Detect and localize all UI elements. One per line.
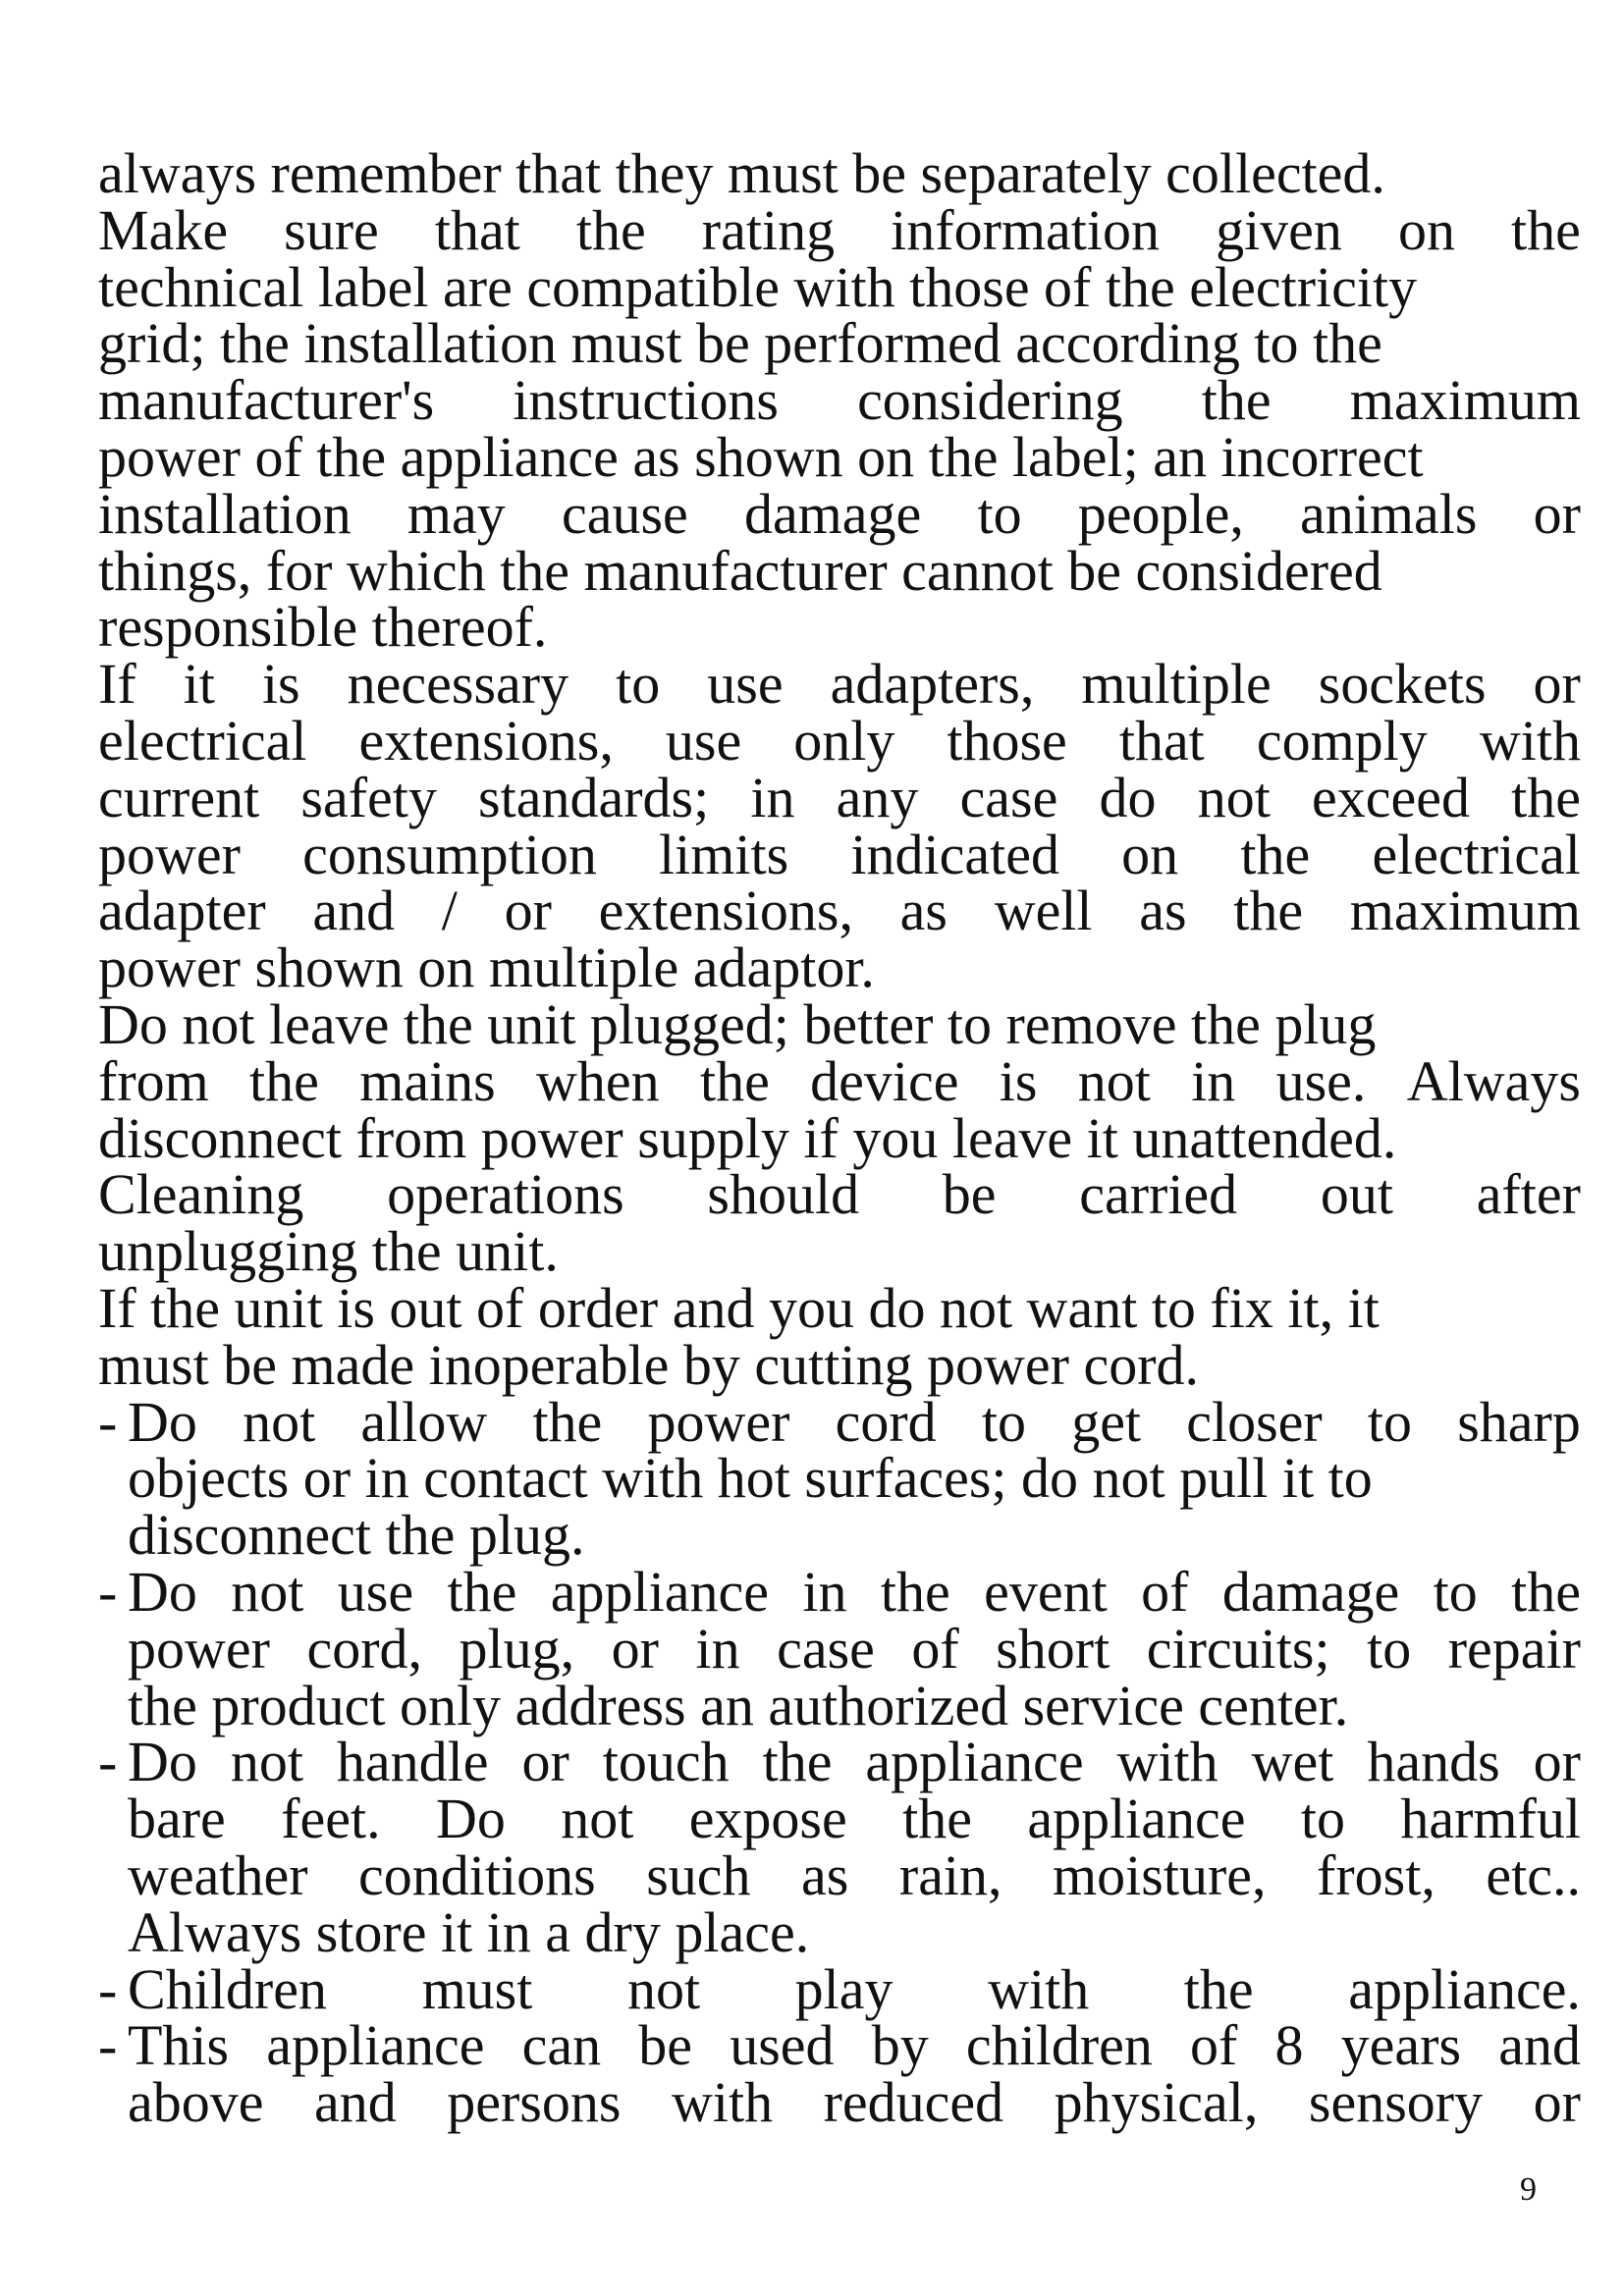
word: Do xyxy=(128,1389,197,1454)
text-line xyxy=(98,1048,1581,1113)
word: frost, xyxy=(1317,1842,1435,1907)
word: indicated xyxy=(850,822,1059,886)
word: above xyxy=(128,2070,264,2135)
line-text xyxy=(128,1842,1581,1907)
text-line xyxy=(98,197,1581,262)
word: on xyxy=(1121,822,1179,886)
word: children xyxy=(965,2013,1153,2078)
line-text xyxy=(128,1389,1581,1454)
word: given xyxy=(1216,197,1342,262)
text-line xyxy=(98,708,1581,773)
word: appliance. xyxy=(1348,1956,1581,2021)
text-line xyxy=(98,141,1581,205)
word: electrical xyxy=(98,708,307,773)
word: the xyxy=(1240,822,1311,886)
word: or xyxy=(1533,1730,1581,1794)
word: maximum xyxy=(1349,879,1581,943)
word: to xyxy=(1367,1616,1412,1681)
word: power xyxy=(128,1616,270,1681)
word: to xyxy=(1433,1559,1478,1624)
bullet-dash: - xyxy=(98,1559,118,1624)
word: comply xyxy=(1256,708,1428,773)
word: well xyxy=(994,879,1093,943)
word: should xyxy=(707,1162,860,1227)
word: cord xyxy=(835,1389,937,1454)
word: by xyxy=(871,2013,929,2078)
word: electrical xyxy=(1372,822,1581,886)
word: damage xyxy=(1221,1559,1400,1624)
word: not xyxy=(1197,765,1271,829)
text-line xyxy=(98,1503,1581,1568)
word: / xyxy=(441,879,458,943)
word: people, xyxy=(1077,481,1244,546)
word: physical, xyxy=(1054,2070,1259,2135)
word: cord, xyxy=(306,1616,423,1681)
word: and xyxy=(314,2070,397,2135)
word: rating xyxy=(701,197,836,262)
word: as xyxy=(899,879,947,943)
word: the xyxy=(1511,1559,1581,1624)
text-line xyxy=(98,991,1581,1056)
word: conditions xyxy=(358,1842,596,1907)
word: on xyxy=(1397,197,1455,262)
word: installation xyxy=(98,481,352,546)
word: sure xyxy=(284,197,379,262)
word: use. xyxy=(1275,1048,1367,1113)
word: closer xyxy=(1186,1389,1323,1454)
text-line xyxy=(98,481,1581,546)
word: Make xyxy=(98,197,229,262)
line-text: objects or in contact with hot surfaces; do not pull it to xyxy=(128,1446,1373,1511)
word: not xyxy=(230,1730,303,1794)
text-line xyxy=(98,1332,1581,1397)
bullet-dash: - xyxy=(98,1730,118,1794)
word: the xyxy=(447,1559,517,1624)
line-text: Always store it in a dry place. xyxy=(128,1899,810,1964)
word: appliance xyxy=(266,2013,485,2078)
word: expose xyxy=(688,1787,847,1851)
page-number: 9 xyxy=(1520,2171,1537,2208)
text-line xyxy=(98,1787,1581,1851)
word: sensory xyxy=(1308,2070,1484,2135)
word: harmful xyxy=(1400,1787,1581,1851)
word: mains xyxy=(359,1048,496,1113)
line-text: disconnect the plug. xyxy=(128,1503,585,1568)
word: only xyxy=(793,708,895,773)
word: with xyxy=(988,1956,1090,2021)
word: to xyxy=(1367,1389,1413,1454)
word: handle xyxy=(336,1730,489,1794)
word: cause xyxy=(561,481,688,546)
word: 8 xyxy=(1274,2013,1304,2078)
line-text: always remember that they must be separately collected. xyxy=(98,141,1385,205)
line-text xyxy=(128,2070,1581,2135)
word: and xyxy=(312,879,396,943)
bullet-line xyxy=(98,2013,1581,2078)
word: instructions xyxy=(513,368,779,433)
line-text: If the unit is out of order and you do not want to fix it, it xyxy=(98,1275,1380,1340)
word: reduced xyxy=(823,2070,1004,2135)
word: the xyxy=(902,1787,972,1851)
word: extensions, xyxy=(598,879,853,943)
word: carried xyxy=(1079,1162,1238,1227)
word: wet xyxy=(1251,1730,1334,1794)
word: feet. xyxy=(281,1787,381,1851)
line-text: Do not leave the unit plugged; better to remove the plug xyxy=(98,991,1377,1056)
text-line xyxy=(98,311,1581,376)
word: extensions, xyxy=(358,708,614,773)
text-line xyxy=(98,1275,1581,1340)
word: repair xyxy=(1447,1616,1581,1681)
line-text: the product only address an authorized service center. xyxy=(128,1673,1349,1737)
word: is xyxy=(261,652,300,717)
word: manufacturer's xyxy=(98,368,435,433)
line-text xyxy=(128,2013,1581,2078)
word: case xyxy=(777,1616,875,1681)
line-text xyxy=(128,1616,1581,1681)
word: in xyxy=(750,765,795,829)
word: current xyxy=(98,765,260,829)
word: maximum xyxy=(1349,368,1581,433)
word: do xyxy=(1099,765,1157,829)
bullet-dash: - xyxy=(98,2013,118,2078)
word: not xyxy=(626,1956,701,2021)
bullet-line xyxy=(98,1559,1581,1624)
word: be xyxy=(638,2013,693,2078)
word: This xyxy=(128,2013,230,2078)
bullet-line xyxy=(98,1389,1581,1454)
word: standards; xyxy=(478,765,710,829)
line-text xyxy=(128,1730,1581,1794)
line-text: power shown on multiple adaptor. xyxy=(98,935,875,1000)
word: use xyxy=(665,708,742,773)
word: used xyxy=(730,2013,835,2078)
word: to xyxy=(1300,1787,1346,1851)
word: or xyxy=(504,879,552,943)
word: necessary xyxy=(347,652,569,717)
word: the xyxy=(249,1048,319,1113)
text-line xyxy=(98,1842,1581,1907)
word: those xyxy=(947,708,1067,773)
word: to xyxy=(981,1389,1026,1454)
word: play xyxy=(794,1956,893,2021)
line-text xyxy=(98,1162,1581,1227)
word: or xyxy=(521,1730,569,1794)
word: appliance xyxy=(865,1730,1084,1794)
text-line xyxy=(98,822,1581,886)
word: multiple xyxy=(1081,652,1272,717)
word: or xyxy=(1533,2070,1581,2135)
word: damage xyxy=(743,481,922,546)
word: as xyxy=(1139,879,1187,943)
word: exceed xyxy=(1311,765,1470,829)
bullet-line xyxy=(98,1956,1581,2021)
word: rain, xyxy=(898,1842,1002,1907)
word: adapter xyxy=(98,879,266,943)
word: appliance xyxy=(550,1559,769,1624)
word: power xyxy=(647,1389,790,1454)
text-line xyxy=(98,254,1581,319)
word: get xyxy=(1071,1389,1142,1454)
word: animals xyxy=(1300,481,1478,546)
line-text: things, for which the manufacturer cannot be considered xyxy=(98,538,1382,603)
word: event xyxy=(984,1559,1108,1624)
line-text xyxy=(128,1956,1581,2021)
word: case xyxy=(959,765,1058,829)
line-text xyxy=(98,1048,1581,1113)
word: not xyxy=(1077,1048,1151,1113)
word: is xyxy=(999,1048,1038,1113)
word: If xyxy=(98,652,136,717)
word: as xyxy=(801,1842,849,1907)
word: with xyxy=(671,2070,774,2135)
word: use xyxy=(337,1559,414,1624)
line-text: technical label are compatible with those of the electricity xyxy=(98,254,1418,319)
line-text xyxy=(98,708,1581,773)
line-text: disconnect from power supply if you leave it unattended. xyxy=(98,1105,1397,1170)
word: circuits; xyxy=(1146,1616,1330,1681)
word: the xyxy=(1511,197,1581,262)
word: plug, xyxy=(459,1616,575,1681)
word: that xyxy=(434,197,520,262)
word: operations xyxy=(387,1162,624,1227)
word: information xyxy=(891,197,1160,262)
word: short xyxy=(996,1616,1110,1681)
word: in xyxy=(1191,1048,1236,1113)
text-line xyxy=(98,1616,1581,1681)
text-line xyxy=(98,424,1581,489)
word: persons xyxy=(447,2070,622,2135)
document-body xyxy=(98,141,1581,2135)
word: not xyxy=(231,1559,304,1624)
word: bare xyxy=(128,1787,226,1851)
word: the xyxy=(1201,368,1272,433)
word: after xyxy=(1476,1162,1581,1227)
word: and xyxy=(1498,2013,1581,2078)
text-line xyxy=(98,538,1581,603)
word: Cleaning xyxy=(98,1162,304,1227)
word: hands xyxy=(1367,1730,1500,1794)
word: of xyxy=(1141,1559,1189,1624)
word: of xyxy=(1190,2013,1238,2078)
line-text xyxy=(98,822,1581,886)
line-text: power of the appliance as shown on the label; an incorrect xyxy=(98,424,1424,489)
word: Do xyxy=(128,1730,197,1794)
word: from xyxy=(98,1048,209,1113)
word: consumption xyxy=(302,822,597,886)
word: considering xyxy=(857,368,1123,433)
line-text: must be made inoperable by cutting power cord. xyxy=(98,1332,1200,1397)
word: can xyxy=(521,2013,602,2078)
word: appliance xyxy=(1027,1787,1246,1851)
word: in xyxy=(802,1559,847,1624)
word: etc.. xyxy=(1486,1842,1581,1907)
word: with xyxy=(1479,708,1581,773)
line-text: responsible thereof. xyxy=(98,595,548,660)
word: moisture, xyxy=(1053,1842,1267,1907)
word: safety xyxy=(300,765,437,829)
word: must xyxy=(421,1956,533,2021)
word: Children xyxy=(128,1956,327,2021)
word: the xyxy=(1511,765,1581,829)
word: that xyxy=(1118,708,1205,773)
word: Always xyxy=(1406,1048,1581,1113)
word: Do xyxy=(435,1787,506,1851)
word: the xyxy=(532,1389,603,1454)
word: or xyxy=(1533,481,1581,546)
text-line xyxy=(98,1105,1581,1170)
word: or xyxy=(611,1616,659,1681)
text-line xyxy=(98,652,1581,717)
line-text: unplugging the unit. xyxy=(98,1219,559,1284)
word: limits xyxy=(659,822,789,886)
word: the xyxy=(699,1048,770,1113)
word: out xyxy=(1320,1162,1393,1227)
line-text xyxy=(128,1787,1581,1851)
word: sharp xyxy=(1457,1389,1581,1454)
word: power xyxy=(98,822,241,886)
line-text xyxy=(98,197,1581,262)
text-line xyxy=(98,368,1581,433)
line-text xyxy=(98,879,1581,943)
text-line xyxy=(98,1899,1581,1964)
word: touch xyxy=(602,1730,730,1794)
bullet-dash: - xyxy=(98,1389,118,1454)
line-text xyxy=(98,652,1581,717)
word: be xyxy=(942,1162,997,1227)
word: the xyxy=(575,197,646,262)
line-text xyxy=(98,481,1581,546)
line-text xyxy=(98,765,1581,829)
word: in xyxy=(695,1616,740,1681)
word: the xyxy=(762,1730,833,1794)
word: device xyxy=(810,1048,959,1113)
bullet-line xyxy=(98,1730,1581,1794)
text-line xyxy=(98,1446,1581,1511)
text-line xyxy=(98,1162,1581,1227)
word: or xyxy=(1533,652,1581,717)
word: of xyxy=(911,1616,959,1681)
word: not xyxy=(561,1787,634,1851)
text-line xyxy=(98,879,1581,943)
word: the xyxy=(1233,879,1304,943)
word: not xyxy=(243,1389,316,1454)
word: use xyxy=(707,652,784,717)
word: it xyxy=(183,652,215,717)
word: years xyxy=(1340,2013,1462,2078)
word: to xyxy=(616,652,661,717)
line-text xyxy=(98,368,1581,433)
word: the xyxy=(1183,1956,1254,2021)
word: allow xyxy=(360,1389,488,1454)
line-text: grid; the installation must be performed according to the xyxy=(98,311,1382,376)
text-line xyxy=(98,2070,1581,2135)
word: any xyxy=(836,765,919,829)
line-text xyxy=(128,1559,1581,1624)
text-line xyxy=(98,1219,1581,1284)
word: adapters, xyxy=(830,652,1035,717)
text-line xyxy=(98,935,1581,1000)
text-line xyxy=(98,595,1581,660)
word: when xyxy=(536,1048,660,1113)
text-line xyxy=(98,1673,1581,1737)
word: may xyxy=(406,481,506,546)
word: with xyxy=(1116,1730,1218,1794)
bullet-dash: - xyxy=(98,1956,118,2021)
word: Do xyxy=(128,1559,197,1624)
word: sockets xyxy=(1318,652,1487,717)
text-line xyxy=(98,765,1581,829)
word: the xyxy=(880,1559,950,1624)
word: weather xyxy=(128,1842,308,1907)
word: to xyxy=(977,481,1022,546)
word: such xyxy=(646,1842,751,1907)
